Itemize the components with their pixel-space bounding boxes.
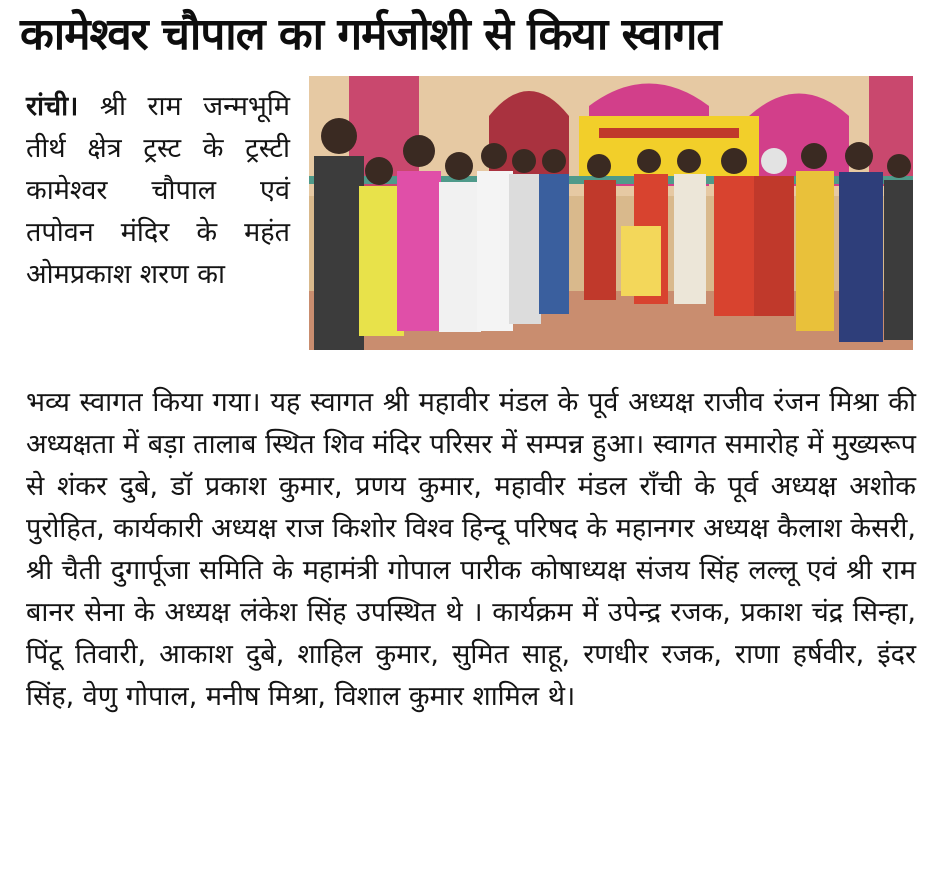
article-lead-column <box>26 86 290 296</box>
lead-text: श्री राम जन्मभूमि तीर्थ क्षेत्र ट्रस्ट के ट्रस्टी कामेश्वर चौपाल एवं तपोवन मंदिर के महंत ओमप्रकाश शरण का <box>26 91 290 290</box>
news-photo <box>309 76 913 350</box>
dateline: रांची। <box>26 91 79 122</box>
headline: कामेश्वर चौपाल का गर्मजोशी से किया स्वागत <box>20 9 721 60</box>
article-body: भव्य स्वागत किया गया। यह स्वागत श्री महावीर मंडल के पूर्व अध्यक्ष राजीव रंजन मिश्रा की अध्यक्षता में बड़ा तालाब स्थित शिव मंदिर परिसर में सम्पन्न हुआ। स्वागत समारोह में मुख्यरूप से शंकर दुबे, डॉ प्रकाश कुमार, प्रणय कुमार, महावीर मंडल राँची के पूर्व अध्यक्ष अशोक पुरोहित, कार्यकारी अध्यक्ष राज किशोर विश्व हिन्दू परिषद के महानगर अध्यक्ष कैलाश केसरी, श्री चैती दुगार्पूजा समिति के महामंत्री गोपाल पारीक कोषाध्यक्ष संजय सिंह लल्लू एवं श्री राम बानर सेना के अध्यक्ष लंकेश सिंह उपस्थित थे । कार्यक्रम में उपेन्द्र रजक, प्रकाश चंद्र सिन्हा, पिंटू तिवारी, आकाश दुबे, शाहिल कुमार, सुमित साहू, रणधीर रजक, राणा हर्षवीर, इंदर सिंह, वेणु गोपाल, मनीष मिश्रा, विशाल कुमार शामिल थे। <box>26 387 916 712</box>
